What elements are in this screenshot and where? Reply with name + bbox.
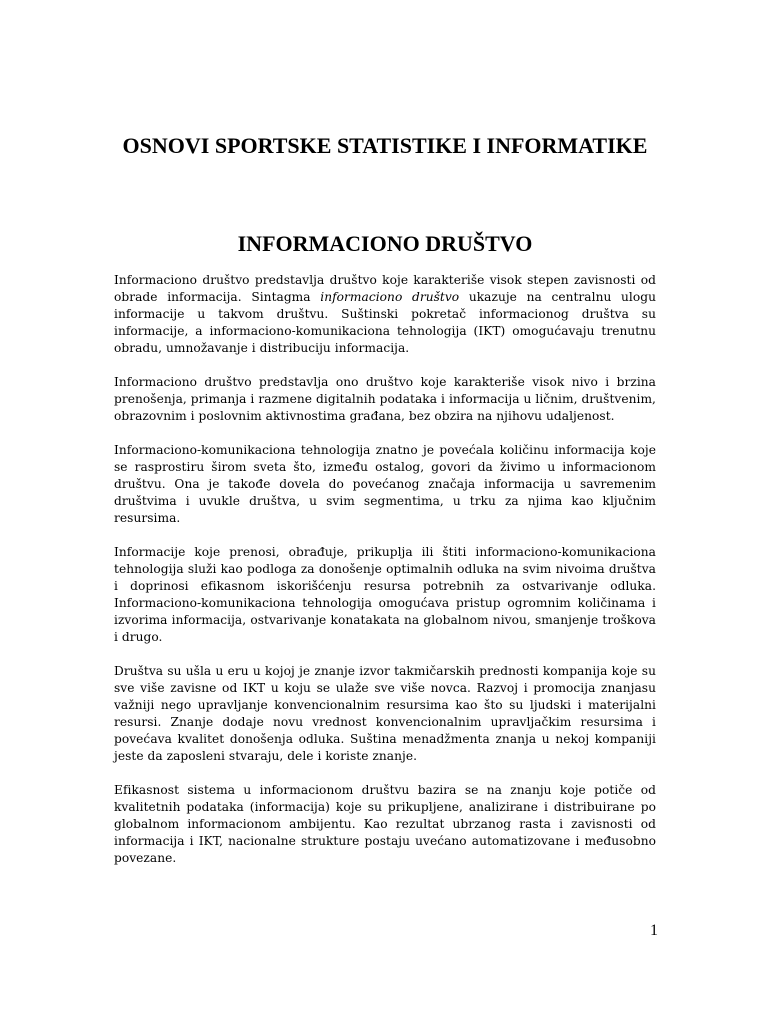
paragraph-1-text-a: Informaciono društvo predstavlja društvo koje karakteriše visok stepen zavisnosti od obrade informacija. Sintagma (114, 273, 656, 304)
page-number: 1 (650, 922, 658, 939)
paragraph-2: Informaciono društvo predstavlja ono društvo koje karakteriše visok nivo i brzina prenošenja, primanja i razmene digitalnih podataka i informacija u ličnim, društvenim, obrazovnim i poslovnim aktivnostima građana, bez obzira na njihovu udaljenost. (114, 375, 656, 423)
paragraph-1 (114, 272, 656, 357)
section-title: INFORMACIONO DRUŠTVO (237, 231, 533, 256)
paragraph-1-text-b: ukazuje na centralnu ulogu informacije u takvom društvu. Suštinski pokretač informacionog društva su informacije, a informaciono-komunikaciona tehnologija (IKT) omogućavaju trenutnu obradu, umnožavanje i distribuciju informacija. (114, 290, 656, 355)
document-title: OSNOVI SPORTSKE STATISTIKE I INFORMATIKE (122, 133, 648, 158)
paragraph-6: Efikasnost sistema u informacionom društvu bazira se na znanju koje potiče od kvalitetnih podataka (informacija) koje su prikupljene, analizirane i distribuirane po globalnom informacionom ambijentu. Kao rezultat ubrzanog rasta i zavisnosti od informacija i IKT, nacionalne strukture postaju uvećano automatizovane i međusobno povezane. (114, 783, 656, 865)
paragraph-3: Informaciono-komunikaciona tehnologija znatno je povećala količinu informacija koje se rasprostiru širom sveta što, između ostalog, govori da živimo u informacionom društvu. Ona je takođe dovela do povećanog značaja informacija u savremenim društvima i uvukle društva, u svim segmentima, u trku za njima kao ključnim resursima. (114, 443, 656, 525)
paragraph-5: Društva su ušla u eru u kojoj je znanje izvor takmičarskih prednosti kompanija koje su sve više zavisne od IKT u koju se ulaže sve više novca. Razvoj i promocija znanjasu važniji nego upravljanje konvencionalnim resursima kao što su ljudski i materijalni resursi. Znanje dodaje novu vrednost konvencionalnim upravljačkim resursima i povećava kvalitet donošenja odluka. Suština menadžmenta znanja u nekoj kompaniji jeste da zaposleni stvaraju, dele i koriste znanje. (114, 664, 656, 763)
paragraph-1-emphasis: informaciono društvo (320, 290, 460, 304)
paragraph-4: Informacije koje prenosi, obrađuje, prikuplja ili štiti informaciono-komunikaciona tehnologija služi kao podloga za donošenje optimalnih odluka na svim nivoima društva i doprinosi efikasnom iskorišćenju resursa potrebnih za ostvarivanje odluka. Informaciono-komunikaciona tehnologija omogućava pristup ogromnim količinama i izvorima informacija, ostvarivanje konatakata na globalnom nivou, smanjenje troškova i drugo. (114, 545, 656, 644)
document-body (114, 272, 656, 884)
